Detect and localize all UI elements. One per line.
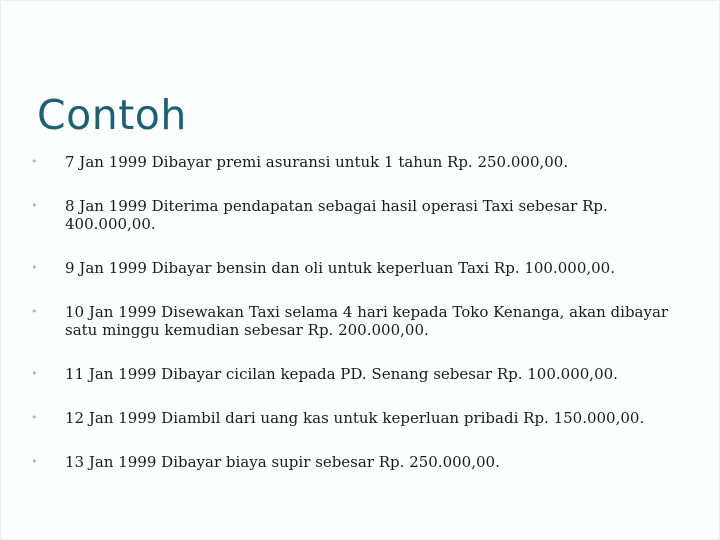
list-item-text: 8 Jan 1999 Diterima pendapatan sebagai hasil operasi Taxi sebesar Rp. 400.000,00. (65, 197, 608, 233)
list-item (31, 197, 681, 233)
list-item (31, 153, 681, 171)
list-item (31, 303, 681, 339)
list-item-text: 10 Jan 1999 Disewakan Taxi selama 4 hari kepada Toko Kenanga, akan dibayar satu minggu kemudian sebesar Rp. 200.000,00. (65, 303, 669, 339)
list-item (31, 409, 681, 427)
list-item-text: 7 Jan 1999 Dibayar premi asuransi untuk 1 tahun Rp. 250.000,00. (65, 153, 569, 171)
bullet-icon: • (31, 305, 38, 318)
bullet-list (31, 153, 681, 471)
list-item-text: 12 Jan 1999 Diambil dari uang kas untuk keperluan pribadi Rp. 150.000,00. (65, 409, 645, 427)
bullet-icon: • (31, 411, 38, 424)
list-item (31, 365, 681, 383)
slide-title: Contoh (37, 91, 187, 139)
bullet-icon: • (31, 261, 38, 274)
bullet-icon: • (31, 455, 38, 468)
list-item-text: 13 Jan 1999 Dibayar biaya supir sebesar Rp. 250.000,00. (65, 453, 500, 471)
list-item-text: 11 Jan 1999 Dibayar cicilan kepada PD. Senang sebesar Rp. 100.000,00. (65, 365, 618, 383)
list-item-text: 9 Jan 1999 Dibayar bensin dan oli untuk keperluan Taxi Rp. 100.000,00. (65, 259, 615, 277)
list-item (31, 453, 681, 471)
bullet-icon: • (31, 367, 38, 380)
bullet-icon: • (31, 155, 38, 168)
list-item (31, 259, 681, 277)
bullet-icon: • (31, 199, 38, 212)
